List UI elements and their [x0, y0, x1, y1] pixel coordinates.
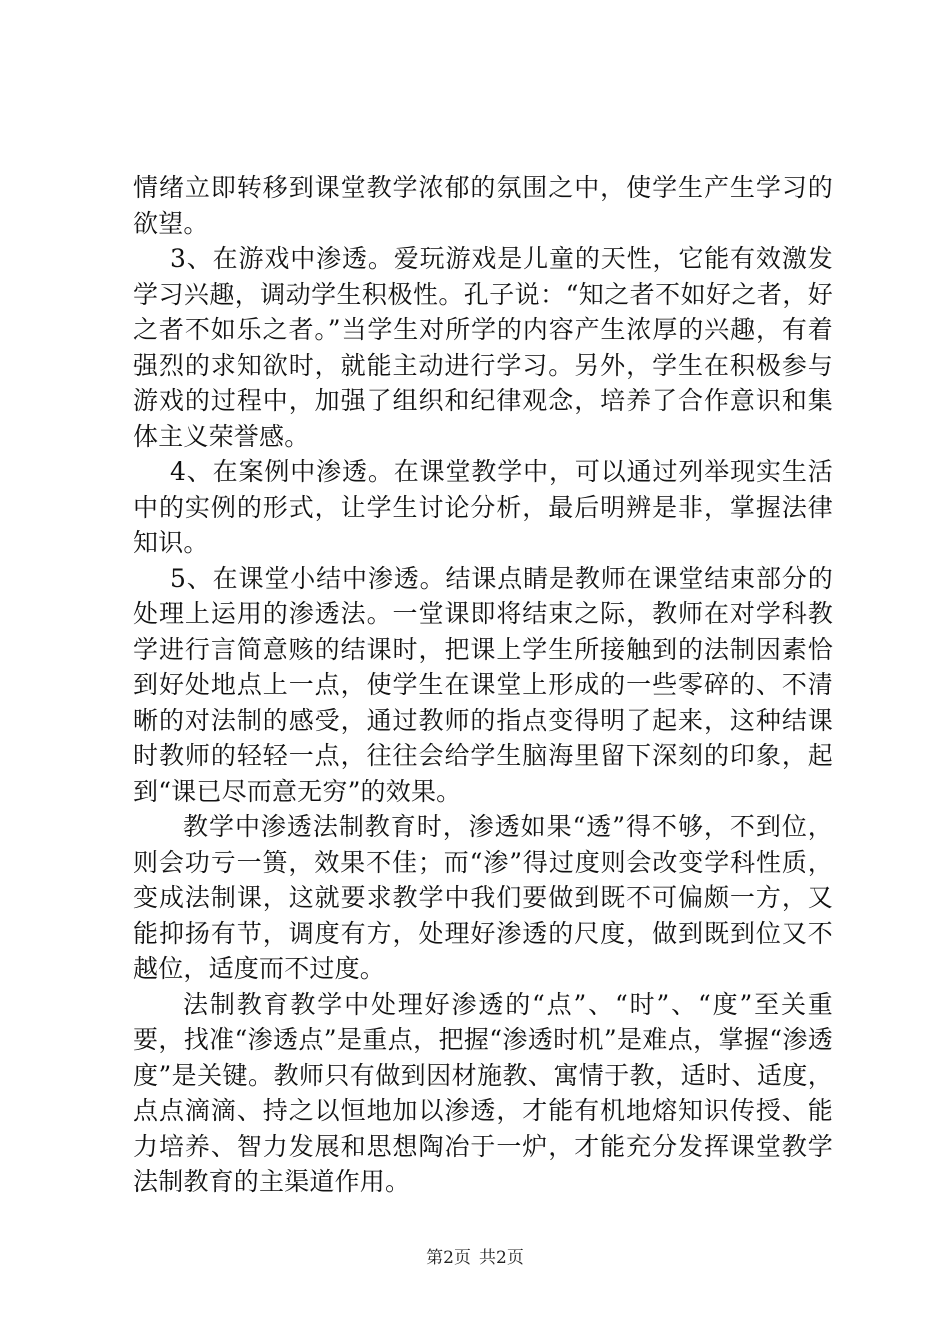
paragraph-summary-infiltration: 5、在课堂小结中渗透。结课点睛是教师在课堂结束部分的处理上运用的渗透法。一堂课即将结束之际，教师在对学科教学进行言简意赅的结课时，把课上学生所接触到的法制因素恰到好处地点上一点，使学生在课堂上形成的一些零碎的、不清晰的对法制的感受，通过教师的指点变得明了起来，这种结课时教师的轻轻一点，往往会给学生脑海里留下深刻的印象，起到“课已尽而意无穷”的效果。 [133, 563, 833, 806]
page-number: 第2页 [426, 1248, 471, 1268]
page-footer [0, 1243, 950, 1268]
paragraph-continuation: 情绪立即转移到课堂教学浓郁的氛围之中，使学生产生学习的欲望。 [133, 173, 833, 238]
paragraph-game-infiltration: 3、在游戏中渗透。爱玩游戏是儿童的天性，它能有效激发学习兴趣，调动学生积极性。孔子说：“知之者不如好之者，好之者不如乐之者。”当学生对所学的内容产生浓厚的兴趣，有着强烈的求知欲时，就能主动进行学习。另外，学生在积极参与游戏的过程中，加强了组织和纪律观念，培养了合作意识和集体主义荣誉感。 [133, 244, 833, 451]
paragraph-conclusion: 法制教育教学中处理好渗透的“点”、“时”、“度”至关重要，找准“渗透点”是重点，把握“渗透时机”是难点，掌握“渗透度”是关键。教师只有做到因材施教、寓情于教，适时、适度，点点滴滴、持之以恒地加以渗透，才能有机地熔知识传授、能力培养、智力发展和思想陶冶于一炉，才能充分发挥课堂教学法制教育的主渠道作用。 [133, 989, 833, 1196]
paragraph-case-infiltration: 4、在案例中渗透。在课堂教学中，可以通过列举现实生活中的实例的形式，让学生讨论分析，最后明辨是非，掌握法律知识。 [133, 457, 833, 557]
document-body [133, 170, 833, 1200]
page-total: 共2页 [479, 1248, 524, 1268]
paragraph-infiltration-degree: 教学中渗透法制教育时，渗透如果“透”得不够，不到位，则会功亏一篑，效果不佳；而“渗”得过度则会改变学科性质，变成法制课，这就要求教学中我们要做到既不可偏颇一方，又能抑扬有节，调度有方，处理好渗透的尺度，做到既到位又不越位，适度而不过度。 [133, 812, 833, 983]
